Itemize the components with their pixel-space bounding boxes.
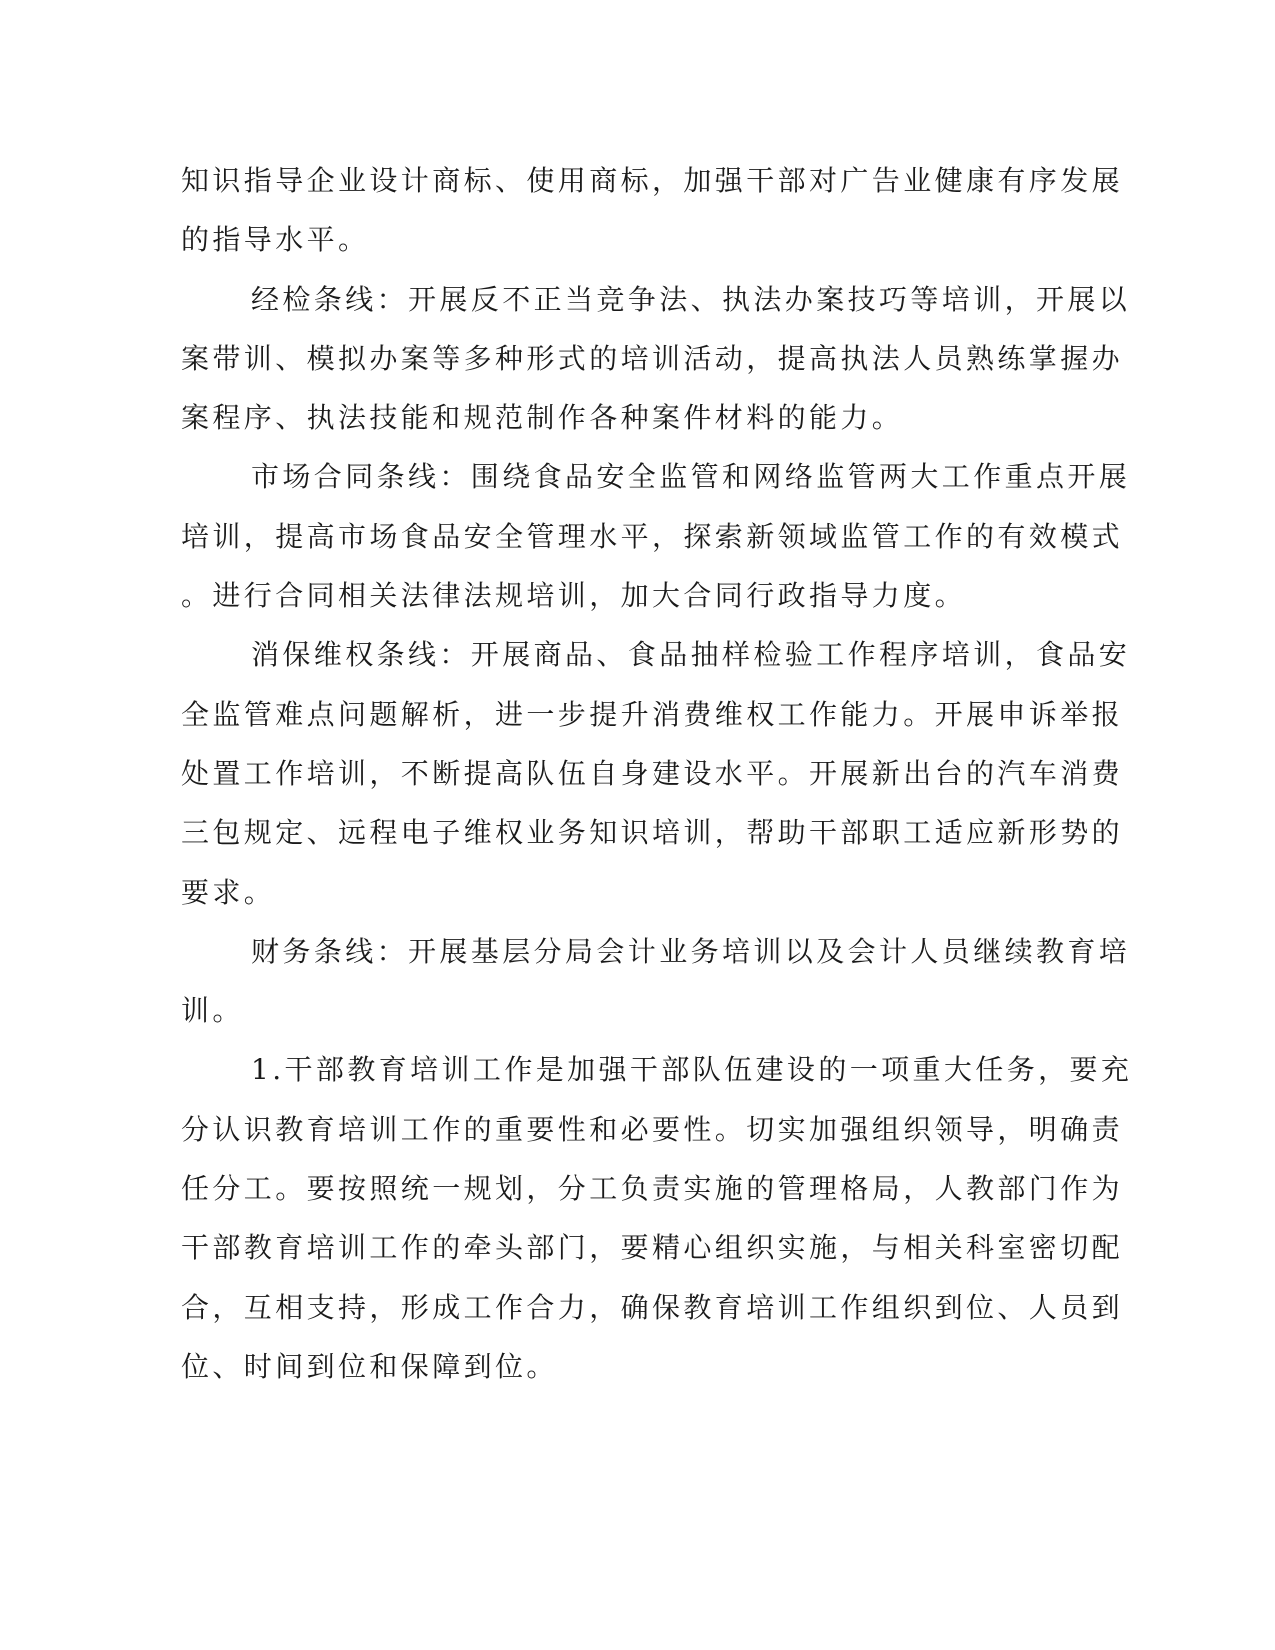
paragraph-start-consumer-rights: 消保维权条线：开展商品、食品抽样检验工作程序培训，食品安 bbox=[251, 638, 1131, 672]
text-line: 。进行合同相关法律法规培训，加大合同行政指导力度。 bbox=[181, 579, 967, 613]
text-line: 处置工作培训，不断提高队伍自身建设水平。开展新出台的汽车消费 bbox=[181, 756, 1124, 790]
paragraph-start-finance: 财务条线：开展基层分局会计业务培训以及会计人员继续教育培 bbox=[251, 934, 1131, 968]
paragraph-start-jingjian: 经检条线：开展反不正当竞争法、执法办案技巧等培训，开展以 bbox=[251, 282, 1131, 316]
text-line: 培训，提高市场食品安全管理水平，探索新领域监管工作的有效模式 bbox=[181, 519, 1124, 553]
text-line: 案程序、执法技能和规范制作各种案件材料的能力。 bbox=[181, 401, 904, 435]
document-body bbox=[181, 151, 1133, 1396]
text-line: 知识指导企业设计商标、使用商标，加强干部对广告业健康有序发展 bbox=[181, 164, 1124, 197]
paragraph-start-market-contract: 市场合同条线：围绕食品安全监管和网络监管两大工作重点开展 bbox=[251, 460, 1131, 494]
text-line: 要求。 bbox=[181, 875, 276, 909]
text-line: 三包规定、远程电子维权业务知识培训，帮助干部职工适应新形势的 bbox=[181, 816, 1124, 850]
paragraph-start-item-1: 1.干部教育培训工作是加强干部队伍建设的一项重大任务，要充 bbox=[251, 1053, 1133, 1087]
text-line: 合，互相支持，形成工作合力，确保教育培训工作组织到位、人员到 bbox=[181, 1290, 1124, 1324]
text-line: 的指导水平。 bbox=[181, 223, 370, 257]
text-line: 位、时间到位和保障到位。 bbox=[181, 1349, 558, 1383]
text-line: 任分工。要按照统一规划，分工负责实施的管理格局，人教部门作为 bbox=[181, 1172, 1124, 1206]
text-line: 训。 bbox=[181, 994, 244, 1028]
text-line: 分认识教育培训工作的重要性和必要性。切实加强组织领导，明确责 bbox=[181, 1112, 1124, 1146]
text-line: 案带训、模拟办案等多种形式的培训活动，提高执法人员熟练掌握办 bbox=[181, 341, 1124, 375]
text-line: 全监管难点问题解析，进一步提升消费维权工作能力。开展申诉举报 bbox=[181, 697, 1124, 731]
text-line: 干部教育培训工作的牵头部门，要精心组织实施，与相关科室密切配 bbox=[181, 1231, 1124, 1265]
